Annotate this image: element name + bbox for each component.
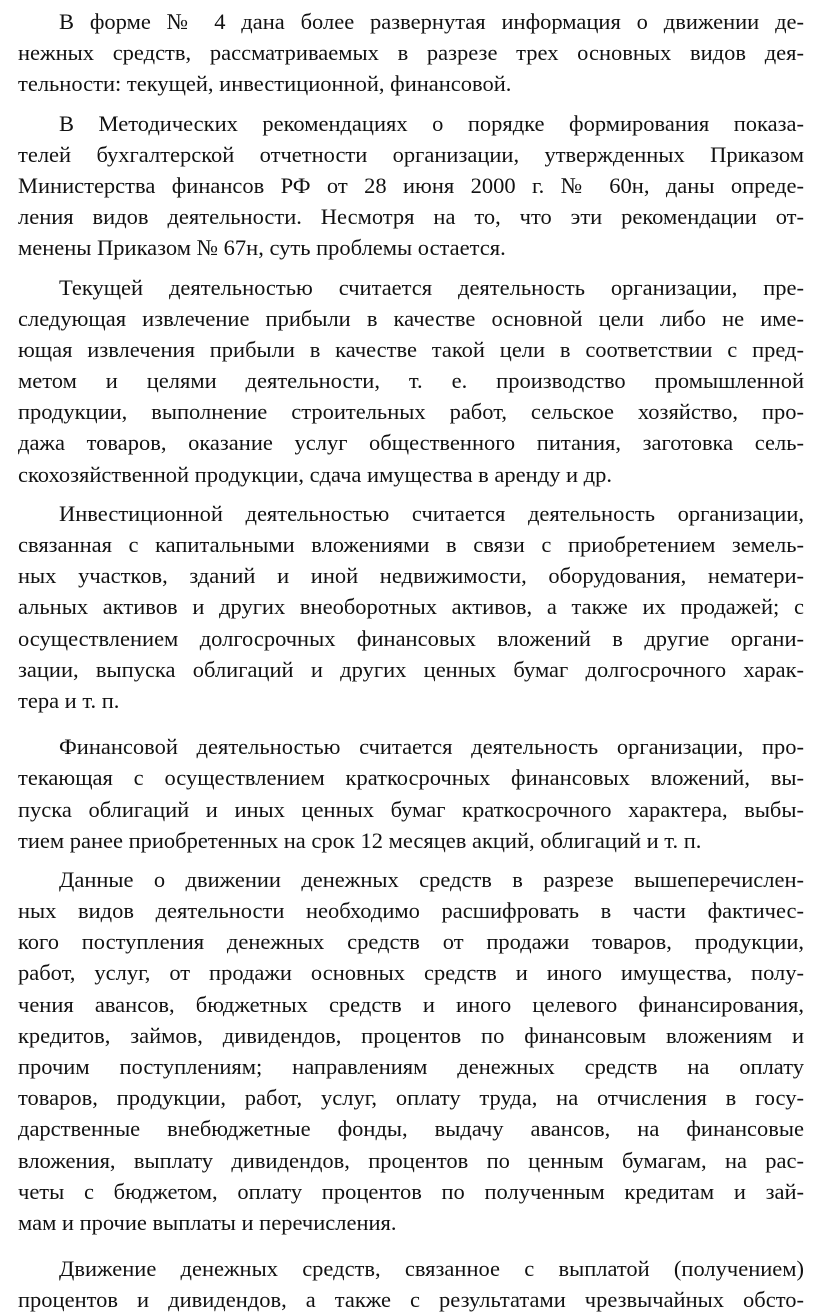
paragraph-methodical-recommendations	[18, 108, 804, 264]
text-line: следующая извлечение прибыли в качестве основной цели либо не име-	[18, 305, 804, 331]
text-line: связанная с капитальными вложениями в связи с приобретением земель-	[18, 532, 804, 557]
text-line: ных видов деятельности необходимо расшифровать в части фактичес-	[18, 898, 804, 924]
text-line: осуществлением долгосрочных финансовых вложений в другие органи-	[18, 625, 804, 651]
text-line: ных участков, зданий и иной недвижимости, оборудования, нематери-	[18, 563, 804, 589]
text-line: текающая с осуществлением краткосрочных финансовых вложений, вы-	[18, 765, 804, 791]
text-line: Министерства финансов РФ от 28 июня 2000 г. № 60н, даны опреде-	[18, 172, 804, 198]
paragraph-investment-activity	[18, 498, 804, 716]
text-line: Инвестиционной деятельностью считается деятельность организации,	[59, 500, 804, 526]
text-line: кредитов, займов, дивидендов, процентов по финансовым вложениям и	[18, 1022, 804, 1048]
paragraph-cash-flow-data	[18, 864, 804, 1238]
text-line: менены Приказом № 67н, суть проблемы остается.	[18, 235, 506, 261]
text-line: Данные о движении денежных средств в разрезе вышеперечислен-	[59, 866, 804, 892]
document-page	[18, 6, 804, 1316]
text-line: тера и т. п.	[18, 687, 120, 713]
text-line: ющая извлечения прибыли в качестве такой цели в соответствии с пред-	[18, 336, 804, 362]
text-line: В форме № 4 дана более развернутая информация о движении де-	[59, 9, 804, 34]
text-line: процентов и дивидендов, а также с результатами чрезвычайных обсто-	[18, 1287, 804, 1313]
text-line: нежных средств, рассматриваемых в разрезе трех основных видов дея-	[18, 40, 804, 66]
text-line: четы с бюджетом, оплату процентов по полученным кредитам и зай-	[18, 1178, 804, 1204]
text-line: вложения, выплату дивидендов, процентов по ценным бумагам, на рас-	[18, 1147, 804, 1173]
text-line: альных активов и других внеоборотных активов, а также их продажей; с	[18, 594, 804, 620]
text-line: работ, услуг, от продажи основных средств и иного имущества, полу-	[18, 960, 804, 986]
text-line: продукции, выполнение строительных работ, сельское хозяйство, про-	[18, 399, 804, 425]
text-line: дажа товаров, оказание услуг общественного питания, заготовка сель-	[18, 430, 804, 456]
text-line: Движение денежных средств, связанное с выплатой (получением)	[59, 1256, 804, 1282]
paragraph-current-activity	[18, 272, 804, 490]
text-line: скохозяйственной продукции, сдача имущества в аренду и др.	[18, 461, 613, 487]
text-line: кого поступления денежных средств от продажи товаров, продукции,	[18, 929, 804, 955]
text-line: ления видов деятельности. Несмотря на то, что эти рекомендации от-	[18, 204, 804, 230]
paragraph-financial-activity	[18, 731, 804, 856]
text-line: чения авансов, бюджетных средств и иного целевого финансирования,	[18, 991, 804, 1017]
text-line: телей бухгалтерской отчетности организации, утвержденных Приказом	[18, 141, 804, 167]
text-line: пуска облигаций и иных ценных бумаг краткосрочного характера, выбы-	[18, 796, 804, 822]
text-line: дарственные внебюджетные фонды, выдачу авансов, на финансовые	[18, 1116, 804, 1142]
text-line: прочим поступлениям; направлениям денежных средств на оплату	[18, 1054, 804, 1079]
text-line: мам и прочие выплаты и перечисления.	[18, 1209, 397, 1235]
text-line: тием ранее приобретенных на срок 12 месяцев акций, облигаций и т. п.	[18, 827, 702, 853]
paragraph-interest-dividends	[18, 1253, 804, 1315]
text-line: В Методических рекомендациях о порядке формирования показа-	[59, 110, 804, 136]
text-line: зации, выпуска облигаций и других ценных бумаг долгосрочного харак-	[18, 656, 804, 682]
paragraph-cash-flow-form-4	[18, 6, 804, 100]
text-line: тельности: текущей, инвестиционной, финансовой.	[18, 71, 512, 97]
text-line: Текущей деятельностью считается деятельность организации, пре-	[59, 274, 804, 300]
text-line: Финансовой деятельностью считается деятельность организации, про-	[59, 734, 804, 760]
text-line: товаров, продукции, работ, услуг, оплату труда, на отчисления в госу-	[18, 1085, 804, 1111]
text-line: метом и целями деятельности, т. е. производство промышленной	[18, 368, 804, 394]
